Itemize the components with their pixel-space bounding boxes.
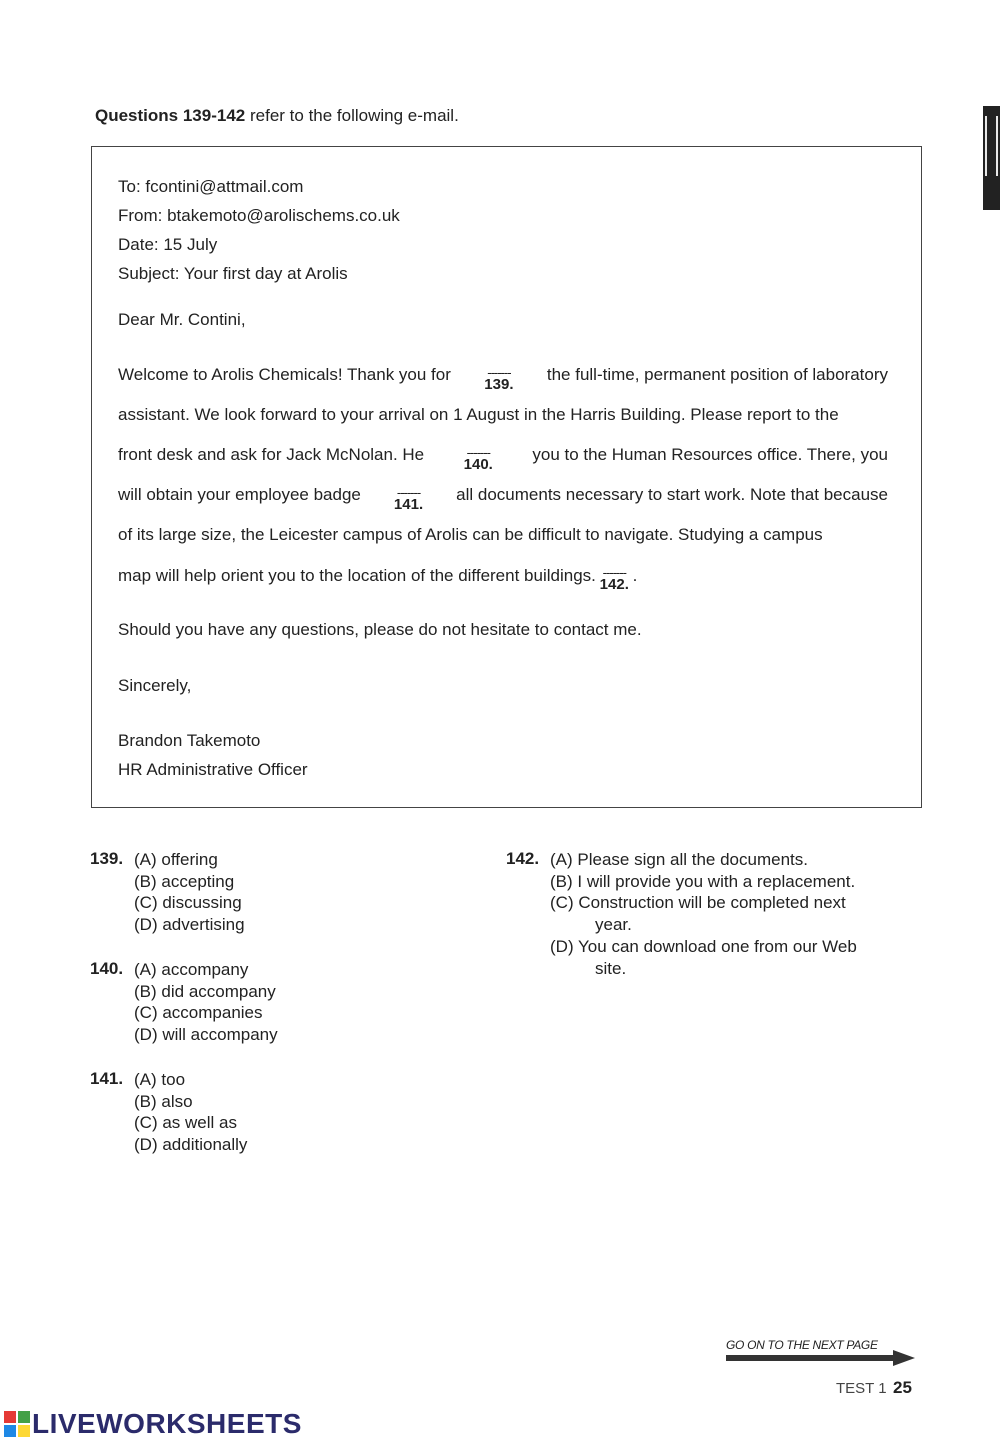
body-line-2: assistant. We look forward to your arrival on 1 August in the Harris Building. Please report to the (118, 405, 839, 424)
heading-rest: refer to the following e-mail. (249, 106, 459, 125)
body-line-4: will obtain your employee badge ------- 141. all documents necessary to start work. Note that because (118, 485, 888, 513)
option-139-a[interactable]: (A) offering (134, 850, 218, 869)
option-140-d[interactable]: (D) will accompany (134, 1025, 278, 1044)
side-test-tab (983, 106, 1000, 210)
page-number: 25 (893, 1378, 912, 1397)
questions-range: Questions 139-142 (95, 106, 246, 125)
body-line-3: front desk and ask for Jack McNolan. He ------- 140. you to the Human Resources office. There, you (118, 445, 888, 473)
sender-title: HR Administrative Officer (118, 760, 308, 779)
option-142-b[interactable]: (B) I will provide you with a replacement. (550, 872, 856, 891)
blank-139[interactable]: ------- 139. (484, 365, 514, 393)
option-141-c[interactable]: (C) as well as (134, 1113, 237, 1132)
section-heading (95, 106, 459, 126)
option-139-b[interactable]: (B) accepting (134, 872, 235, 891)
email-date: Date: 15 July (118, 235, 218, 254)
option-142-c[interactable]: (C) Construction will be completed next (550, 893, 846, 912)
option-142-c-cont: year. (595, 915, 632, 934)
email-subject: Subject: Your first day at Arolis (118, 264, 348, 283)
brand-logo-icon (4, 1411, 30, 1437)
option-141-d[interactable]: (D) additionally (134, 1135, 248, 1154)
option-139-d[interactable]: (D) advertising (134, 915, 245, 934)
closing-line: Should you have any questions, please do not hesitate to contact me. (118, 620, 642, 639)
email-greeting: Dear Mr. Contini, (118, 310, 246, 329)
blank-140[interactable]: ------- 140. (463, 445, 493, 473)
blank-142[interactable]: ------- 142. (599, 565, 629, 593)
option-140-c[interactable]: (C) accompanies (134, 1003, 263, 1022)
option-141-b[interactable]: (B) also (134, 1092, 193, 1111)
email-from: From: btakemoto@arolischems.co.uk (118, 206, 400, 225)
body-line-1: Welcome to Arolis Chemicals! Thank you for ------- 139. the full-time, permanent position of laboratory (118, 365, 888, 393)
sender-name: Brandon Takemoto (118, 731, 261, 750)
body-line-5: of its large size, the Leicester campus of Arolis can be difficult to navigate. Studying a campus (118, 525, 823, 544)
blank-141[interactable]: ------- 141. (393, 485, 424, 513)
brand-footer[interactable] (4, 1408, 302, 1440)
option-142-d[interactable]: (D) You can download one from our Web (550, 937, 857, 956)
option-142-d-cont: site. (595, 959, 627, 978)
arrow-head-icon (893, 1350, 915, 1366)
next-page-label: GO ON TO THE NEXT PAGE (726, 1338, 878, 1352)
option-142-a[interactable]: (A) Please sign all the documents. (550, 850, 808, 869)
next-page-arrow-icon (726, 1355, 896, 1361)
brand-name: LIVEWORKSHEETS (32, 1408, 302, 1439)
option-141-a[interactable]: (A) too (134, 1070, 186, 1089)
option-140-b[interactable]: (B) did accompany (134, 982, 276, 1001)
signoff: Sincerely, (118, 676, 192, 695)
body-line-6: map will help orient you to the location of the different buildings. ------- 142. . (118, 565, 638, 593)
email-to: To: fcontini@attmail.com (118, 177, 304, 196)
test-label: TEST 1 (836, 1380, 887, 1397)
option-139-c[interactable]: (C) discussing (134, 893, 242, 912)
option-140-a[interactable]: (A) accompany (134, 960, 249, 979)
